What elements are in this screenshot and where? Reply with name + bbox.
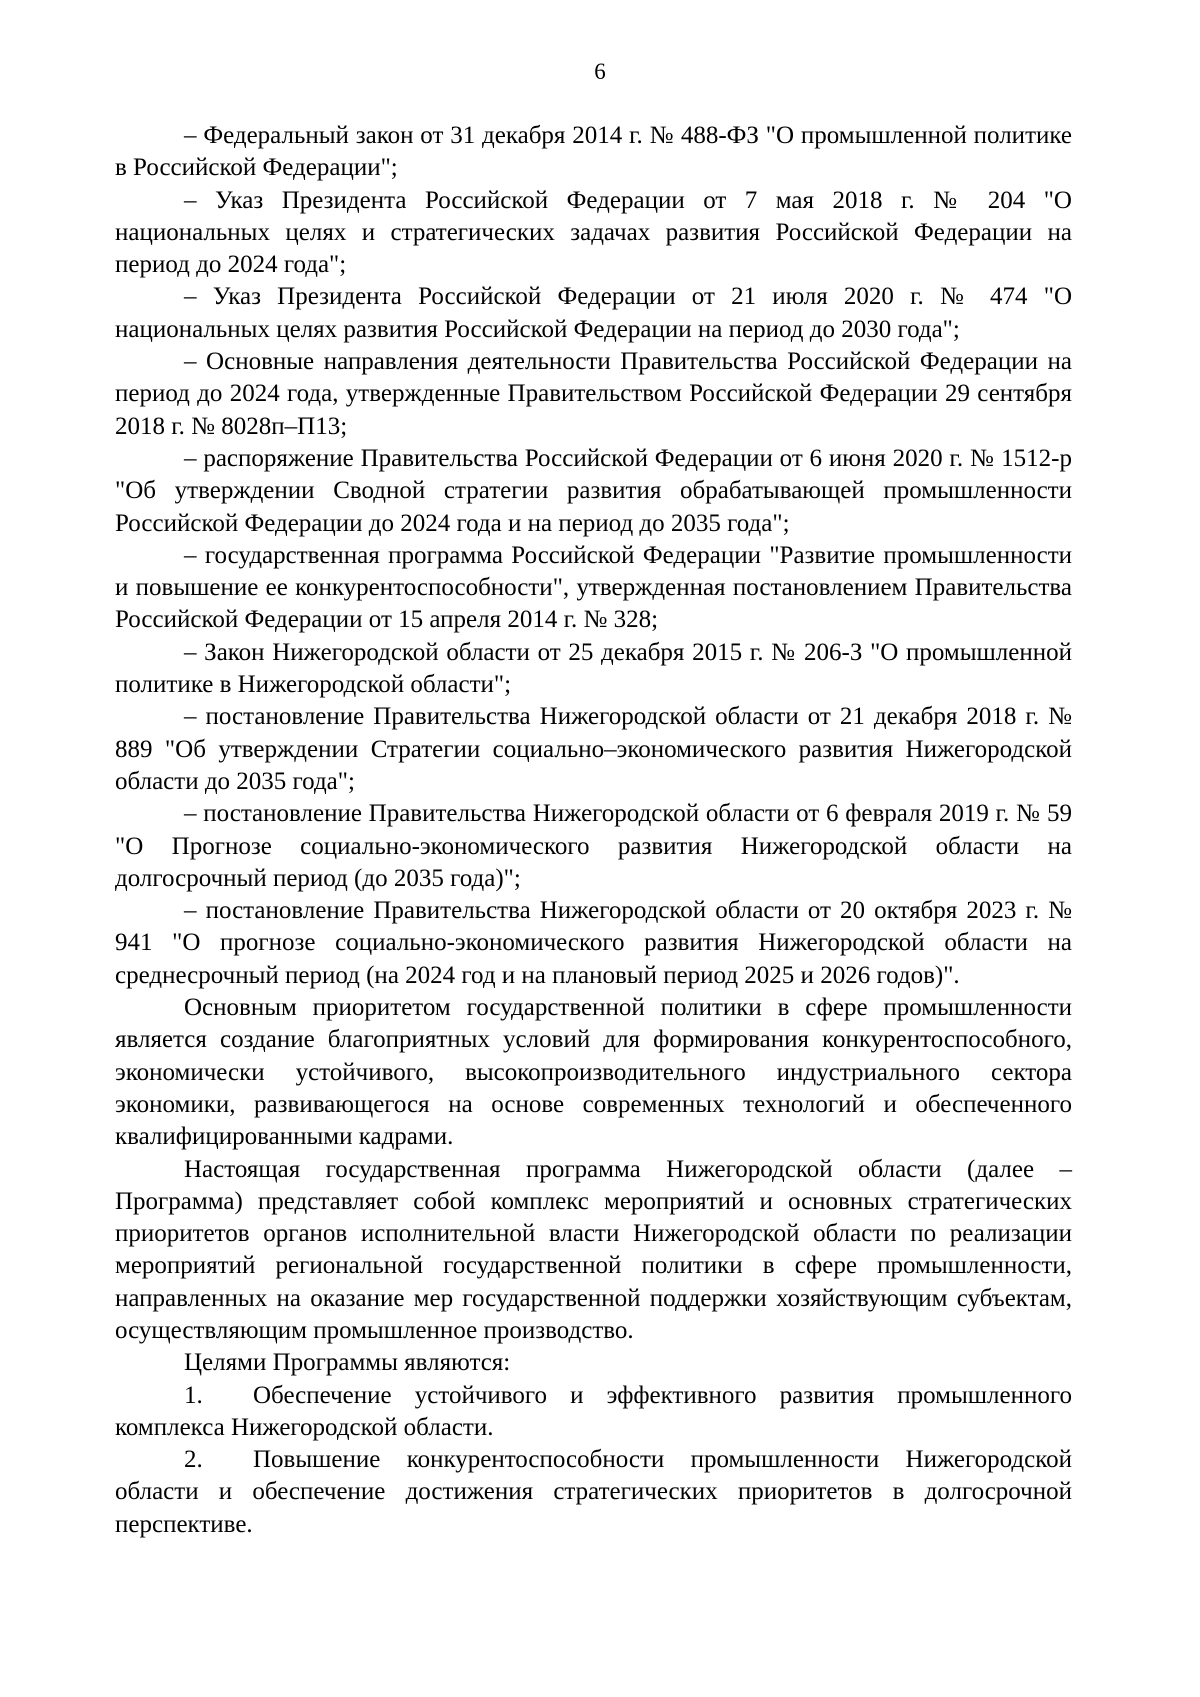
legal-basis-item: – Основные направления деятельности Правительства Российской Федерации на период до 2024 года, утвержденные Правительством Российской Федерации 29 сентября 2018 г. № 8028п–П13; bbox=[115, 348, 1072, 440]
priority-paragraph: Основным приоритетом государственной политики в сфере промышленности является создание благоприятных условий для формирования конкурентоспособного, экономически устойчивого, высокопроизводительного индустриального сектора экономики, развивающегося на основе современных технологий и обеспеченного квалифицированными кадрами. bbox=[115, 994, 1072, 1151]
legal-basis-item: – Указ Президента Российской Федерации от 7 мая 2018 г. № 204 "О национальных целях и стратегических задачах развития Российской Федерации на период до 2024 года"; bbox=[115, 186, 1072, 279]
goal-text: Обеспечение устойчивого и эффективного развития промышленного комплекса Нижегородской области. bbox=[115, 1381, 1072, 1441]
program-description-paragraph: Настоящая государственная программа Нижегородской области (далее – Программа) представляет собой комплекс мероприятий и основных стратегических приоритетов органов исполнительной власти Нижегородской области по реализации мероприятий региональной государственной политики в сфере промышленности, направленных на оказание мер государственной поддержки хозяйствующим субъектам, осуществляющим промышленное производство. bbox=[115, 1155, 1072, 1344]
goal-item bbox=[115, 1444, 1072, 1541]
goal-number: 1. bbox=[184, 1381, 203, 1409]
page-number: 6 bbox=[594, 59, 606, 84]
document-body bbox=[115, 120, 1072, 1541]
goal-text: Повышение конкурентоспособности промышленности Нижегородской области и обеспечение достижения стратегических приоритетов в долгосрочной перспективе. bbox=[115, 1446, 1072, 1538]
goal-number: 2. bbox=[184, 1446, 203, 1474]
legal-basis-item: – Федеральный закон от 31 декабря 2014 г. № 488-ФЗ "О промышленной политике в Российской Федерации"; bbox=[115, 122, 1072, 182]
goal-item bbox=[115, 1380, 1072, 1445]
legal-basis-item: – распоряжение Правительства Российской Федерации от 6 июня 2020 г. № 1512-р "Об утверждении Сводной стратегии развития обрабатывающей промышленности Российской Федерации до 2024 года и на период до 2035 года"; bbox=[115, 444, 1072, 537]
legal-basis-item: – Закон Нижегородской области от 25 декабря 2015 г. № 206-З "О промышленной политике в Нижегородской области"; bbox=[115, 638, 1072, 699]
legal-basis-item: – Указ Президента Российской Федерации от 21 июля 2020 г. № 474 "О национальных целях развития Российской Федерации на период до 2030 года"; bbox=[115, 283, 1072, 343]
legal-basis-item: – постановление Правительства Нижегородской области от 6 февраля 2019 г. № 59 "О Прогнозе социально-экономического развития Нижегородской области на долгосрочный период (до 2035 года)"; bbox=[115, 800, 1072, 892]
legal-basis-item: – постановление Правительства Нижегородской области от 21 декабря 2018 г. № 889 "Об утверждении Стратегии социально–экономического развития Нижегородской области до 2035 года"; bbox=[115, 703, 1072, 795]
goals-intro: Целями Программы являются: bbox=[184, 1349, 511, 1377]
legal-basis-item: – государственная программа Российской Федерации "Развитие промышленности и повышение ее конкурентоспособности", утвержденная постановлением Правительства Российской Федерации от 15 апреля 2014 г. № 328; bbox=[115, 541, 1072, 634]
legal-basis-item: – постановление Правительства Нижегородской области от 20 октября 2023 г. № 941 "О прогнозе социально-экономического развития Нижегородской области на среднесрочный период (на 2024 год и на плановый период 2025 и 2026 годов)". bbox=[115, 897, 1072, 989]
